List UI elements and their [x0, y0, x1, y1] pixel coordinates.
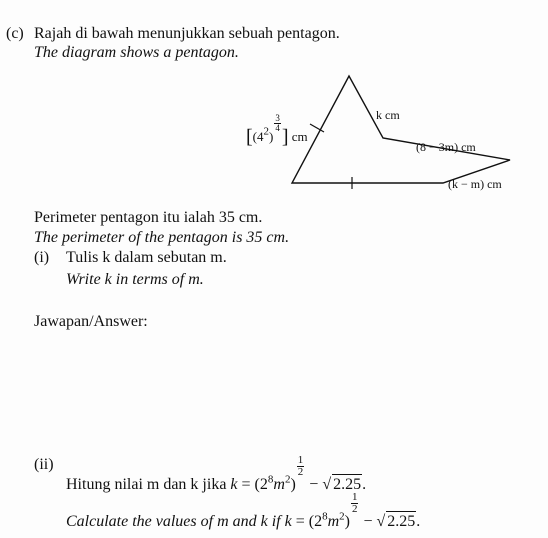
- part-ii-en-equation: $k = (2^8m^2)$ $\frac{1}{2}$ − √ 2.25.: [284, 491, 421, 530]
- perimeter-statement-en: The perimeter of the pentagon is 35 cm.: [34, 229, 290, 246]
- question-title-en: The diagram shows a pentagon.: [34, 44, 239, 61]
- exp-2: 2: [284, 473, 291, 486]
- part-i-ms: Tulis k dalam sebutan m.: [66, 249, 227, 266]
- frac-den: 2: [297, 466, 304, 478]
- part-ii-label: (ii): [34, 456, 54, 473]
- sqrt-value: 2.25: [333, 476, 362, 493]
- part-ii-ms-equation: $k = (2^8m^2)$ $\frac{1}{2}$ − √ 2.25.: [230, 454, 367, 493]
- question-title-ms: Rajah di bawah menunjukkan sebuah pentagon.: [34, 25, 340, 42]
- exp-8: 8: [267, 473, 274, 486]
- perimeter-statement-ms: Perimeter pentagon itu ialah 35 cm.: [34, 209, 263, 226]
- part-label: (c): [6, 25, 24, 42]
- frac-num: 1: [297, 454, 304, 466]
- left-side-label: [$(4^2)$ $\frac{3}{4}$ ] cm: [246, 113, 308, 149]
- left-side-unit: cm: [291, 129, 308, 145]
- part-ii-en-text: Calculate the values of m and k if: [66, 513, 281, 530]
- pentagon-shape: [292, 76, 510, 183]
- minus-sign: −: [309, 476, 319, 493]
- right-side-label: (8 − 3m) cm: [416, 140, 476, 154]
- top-right-side-label: k cm: [376, 108, 400, 122]
- part-ii-ms-text: Hitung nilai m dan k jika: [66, 476, 227, 493]
- part-ii-en: [66, 492, 420, 532]
- m-term: m: [273, 476, 285, 493]
- part-i-label: (i): [34, 249, 50, 266]
- part-ii-ms: [66, 455, 366, 495]
- bottom-right-side-label: (k − m) cm: [448, 177, 502, 191]
- answer-label: Jawapan/Answer:: [34, 313, 148, 330]
- part-i-en: Write k in terms of m.: [66, 271, 204, 288]
